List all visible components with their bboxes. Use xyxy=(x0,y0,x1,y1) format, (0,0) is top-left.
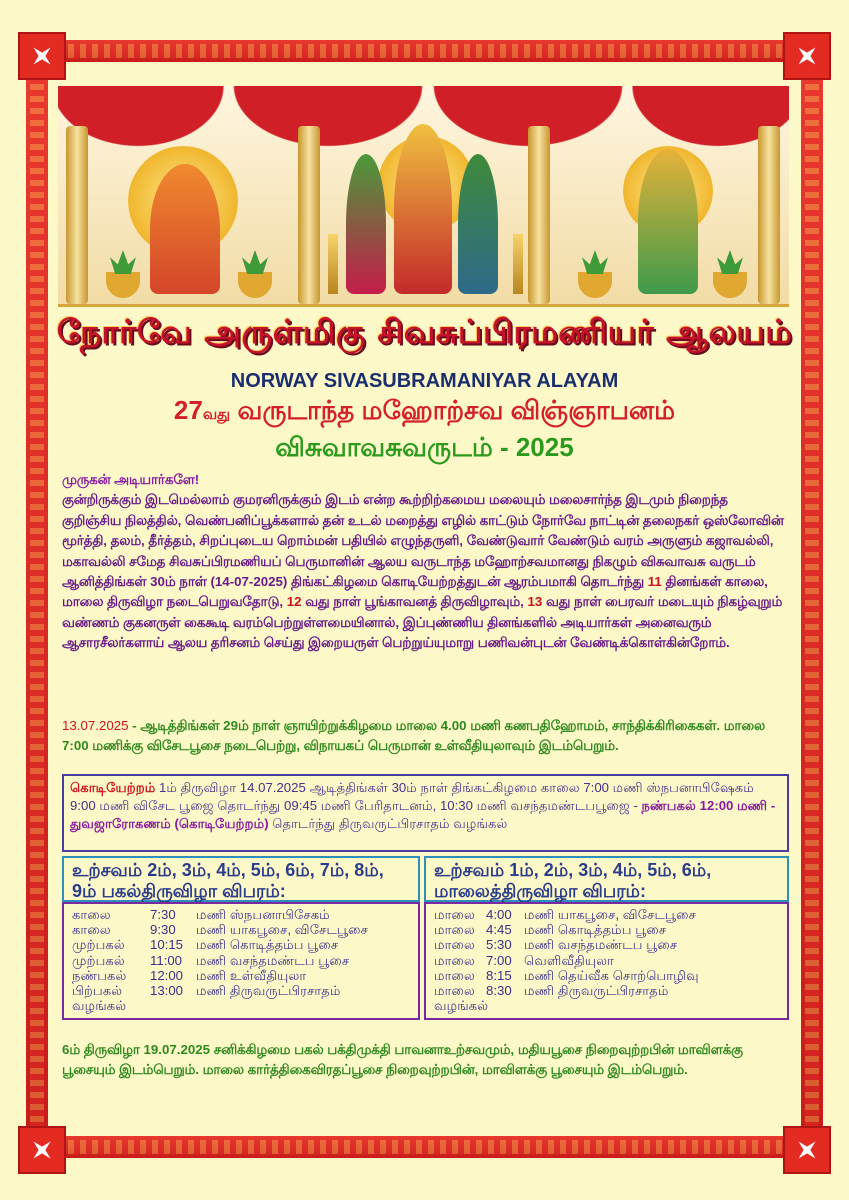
border-top xyxy=(40,40,809,62)
corner-ornament-icon xyxy=(783,1126,831,1174)
day-schedule-heading: உற்சவம் 2ம், 3ம், 4ம், 5ம், 6ம், 7ம், 8ம், 9ம் பகல்திருவிழா விபரம்: xyxy=(62,856,420,902)
schedule-time: 8:30 xyxy=(486,983,512,999)
schedule-period: முற்பகல் xyxy=(72,952,125,968)
schedule-event: மணி கொடித்தம்ப பூசை xyxy=(196,937,339,953)
schedule-row xyxy=(434,907,779,922)
greeting: முருகன் அடியார்களே! xyxy=(62,472,200,487)
day-number-13: 13 xyxy=(527,594,543,610)
flag-hoisting-box xyxy=(62,774,789,852)
schedule-period: காலை xyxy=(72,922,111,938)
schedule-row-tail: வழங்கல் xyxy=(434,998,489,1014)
temple-title-english: NORWAY SIVASUBRAMANIYAR ALAYAM xyxy=(230,370,619,392)
schedule-period: மாலை xyxy=(434,967,475,983)
schedule-event: மணி திருவருட்பிரசாதம் xyxy=(524,983,669,999)
flag-hoisting-text: தொடர்ந்து திருவருட்பிரசாதம் வழங்கல் xyxy=(268,816,508,831)
kalasam-pot-icon xyxy=(713,272,747,298)
flag-hoisting-text: 1ம் திருவிழா 14.07.2025 ஆடித்திங்கள் 30ம் நாள் திங்கட்கிழமை காலை 7:00 மணி ஸ்நபனாபிஷேகம் 9:00 மணி விசேட பூஜை தொடர்ந்து 09:45 மணி பேரிதாடனம், 10:30 மணி வசந்தமண்டபபூஜை - xyxy=(70,780,754,813)
schedule-period: முற்பகல் xyxy=(72,937,125,953)
oil-lamp-icon xyxy=(513,234,523,294)
consort-figure xyxy=(458,154,498,294)
intro-text: வது நாள் பூங்காவனத் திருவிழாவும், xyxy=(301,594,528,610)
kalasam-pot-icon xyxy=(106,272,140,298)
schedule-time: 9:30 xyxy=(150,922,176,938)
day-count-11: 11 xyxy=(647,574,662,590)
schedule-row-tail: வழங்கல் xyxy=(72,998,127,1014)
schedule-event: மணி வசந்தமண்டப பூசை xyxy=(524,937,678,953)
schedule-row xyxy=(434,937,779,952)
deity-banner-image xyxy=(58,86,789,307)
oil-lamp-icon xyxy=(328,234,338,294)
pillar xyxy=(298,126,320,304)
schedule-period: மாலை xyxy=(434,937,475,953)
festival-number: 27 xyxy=(173,395,203,425)
schedule-period: மாலை xyxy=(434,907,475,922)
consort-figure xyxy=(346,154,386,294)
evening-schedule-table xyxy=(424,902,789,1020)
schedule-row xyxy=(434,953,779,968)
schedule-time: 11:00 xyxy=(150,952,183,968)
schedule-time: 10:15 xyxy=(150,937,184,953)
temple-title-tamil: நோர்வே அருள்மிகு சிவசுப்பிரமணியர் ஆலயம் xyxy=(56,312,793,351)
intro-paragraph xyxy=(62,470,789,654)
schedule-event: மணி யாகபூசை, விசேடபூசை xyxy=(524,907,696,922)
schedule-row xyxy=(434,983,779,998)
schedule-time: 5:30 xyxy=(486,937,512,953)
schedule-period: மாலை xyxy=(434,983,475,999)
schedule-row xyxy=(434,968,779,983)
schedule-row xyxy=(434,922,779,937)
schedule-time: 4:00 xyxy=(486,907,512,922)
kalasam-pot-icon xyxy=(578,272,612,298)
festival-title xyxy=(0,395,849,429)
schedule-row xyxy=(72,953,410,968)
intro-text: தினங்கள் காலை, மாலை திருவிழா நடைபெறுவதோடு, xyxy=(62,574,768,610)
kalasam-pot-icon xyxy=(238,272,272,298)
festival-title-text: வருடாந்த மஹோற்சவ விஞ்ஞாபனம் xyxy=(237,395,676,425)
corner-ornament-icon xyxy=(18,1126,66,1174)
corner-ornament-icon xyxy=(783,32,831,80)
evening-schedule-heading: உற்சவம் 1ம், 2ம், 3ம், 4ம், 5ம், 6ம், மாலைத்திருவிழா விபரம்: xyxy=(424,856,789,902)
intro-text: குன்றிருக்கும் இடமெல்லாம் குமரனிருக்கும் இடம் என்ற கூற்றிற்கமைய மலையும் மலைசார்ந்த இடமும் நிறைந்த குறிஞ்சிய நிலத்தில், வெண்பனிப்பூக்களால் தன் உடல் மறைத்து எழில் காட்டும் நோர்வே நாட்டின் தலைநகர் ஒஸ்லோவின் மூர்த்தி, தலம், தீர்த்தம், சிறப்புடைய றொம்மன் பதியில் எழுந்தருளி, வேண்டுவார் வேண்டும் வரம் அருளும் கஜாவல்லி, மகாவல்லி சமேத சிவசுப்பிரமணியப் பெருமானின் ஆலய வருடாந்த மஹோற்சவமானது நிகழும் விசுவாவசு வருடம் ஆனித்திங்கள் 30ம் நாள் (14-07-2025) திங்கட்கிழமை கொடியேற்றத்துடன் ஆரம்பமாகி தொடர்ந்து xyxy=(62,492,784,590)
eve-text: - ஆடித்திங்கள் 29ம் நாள் ஞாயிற்றுக்கிழமை மாலை 4.00 மணி கணபதிஹோமம், சாந்திக்கிரிகைகள். மாலை 7:00 மணிக்கு விசேடபூசை நடைபெற்று, விநாயகப் பெருமான் உள்வீதியுலாவும் இடம்பெறும். xyxy=(62,718,766,753)
schedule-event: மணி உள்வீதியுலா xyxy=(196,967,307,983)
schedule-row xyxy=(72,922,410,937)
schedule-time: 12:00 xyxy=(150,967,184,983)
ganesha-figure xyxy=(150,164,220,294)
schedule-row xyxy=(72,983,410,998)
schedule-period: நண்பகல் xyxy=(72,967,127,983)
schedule-row xyxy=(72,937,410,952)
flag-hoisting-label: கொடியேற்றம் xyxy=(70,780,156,795)
schedule-row xyxy=(72,968,410,983)
schedule-row xyxy=(72,907,410,922)
pillar xyxy=(758,126,780,304)
festival-number-suffix: வது xyxy=(202,406,231,423)
eve-date: 13.07.2025 xyxy=(62,718,129,733)
day-number-12: 12 xyxy=(286,594,302,610)
schedule-period: காலை xyxy=(72,907,111,922)
schedule-event: வெளிவீதியுலா xyxy=(524,952,615,968)
schedule-time: 7:30 xyxy=(150,907,176,922)
footer-note: 6ம் திருவிழா 19.07.2025 சனிக்கிழமை பகல் பக்திமுக்தி பாவனாஉற்சவமும், மதியபூசை நிறைவுற்றபின் மாவிளக்கு பூசையும் இடம்பெறும். மாலை கார்த்திகைவிரதப்பூசை நிறைவுற்றபின், மாவிளக்கு பூசையும் இடம்பெறும். xyxy=(62,1042,743,1077)
schedule-time: 13:00 xyxy=(150,983,184,999)
schedule-period: மாலை xyxy=(434,922,475,938)
schedule-event: மணி ஸ்நபனாபிசேகம் xyxy=(196,907,330,922)
schedule-period: பிற்பகல் xyxy=(72,983,123,999)
border-right xyxy=(801,60,823,1138)
border-left xyxy=(26,60,48,1138)
schedule-time: 7:00 xyxy=(486,952,512,968)
schedule-event: மணி கொடித்தம்ப பூசை xyxy=(524,922,667,938)
schedule-time: 8:15 xyxy=(486,967,512,983)
intro-text: வது நாள் பைரவர் மடையும் நிகழ்வுறும் வண்ணம் குகனருள் கைகூடி வரம்பெற்றுள்ளமையினால், இப்புண்ணிய தினங்களில் அடியார்கள் அனைவரும் ஆசாரசீலர்களாய் ஆலய தரிசனம் செய்து இறையருள் பெற்றுய்யுமாறு பணிவன்புடன் வேண்டிக்கொள்கின்றோம். xyxy=(62,594,783,651)
vel-shrine-figure xyxy=(638,149,698,294)
pillar xyxy=(66,126,88,304)
schedule-event: மணி தெய்வீக சொற்பொழிவு xyxy=(524,967,699,983)
eve-event-notice xyxy=(62,716,789,756)
murugan-figure xyxy=(394,124,452,294)
corner-ornament-icon xyxy=(18,32,66,80)
year-title: விசுவாவசுவருடம் - 2025 xyxy=(275,432,574,462)
schedule-period: மாலை xyxy=(434,952,475,968)
schedule-time: 4:45 xyxy=(486,922,512,938)
schedule-event: மணி திருவருட்பிரசாதம் xyxy=(196,983,341,999)
day-schedule-table xyxy=(62,902,420,1020)
border-bottom xyxy=(40,1136,809,1158)
schedule-event: மணி யாகபூசை, விசேடபூசை xyxy=(196,922,368,938)
schedule-event: மணி வசந்தமண்டப பூசை xyxy=(196,952,350,968)
pillar xyxy=(528,126,550,304)
flag-hoisting-highlight: நண்பகல் 12:00 மணி - துவஜாரோகணம் (கொடியேற்றம்) xyxy=(70,798,776,831)
